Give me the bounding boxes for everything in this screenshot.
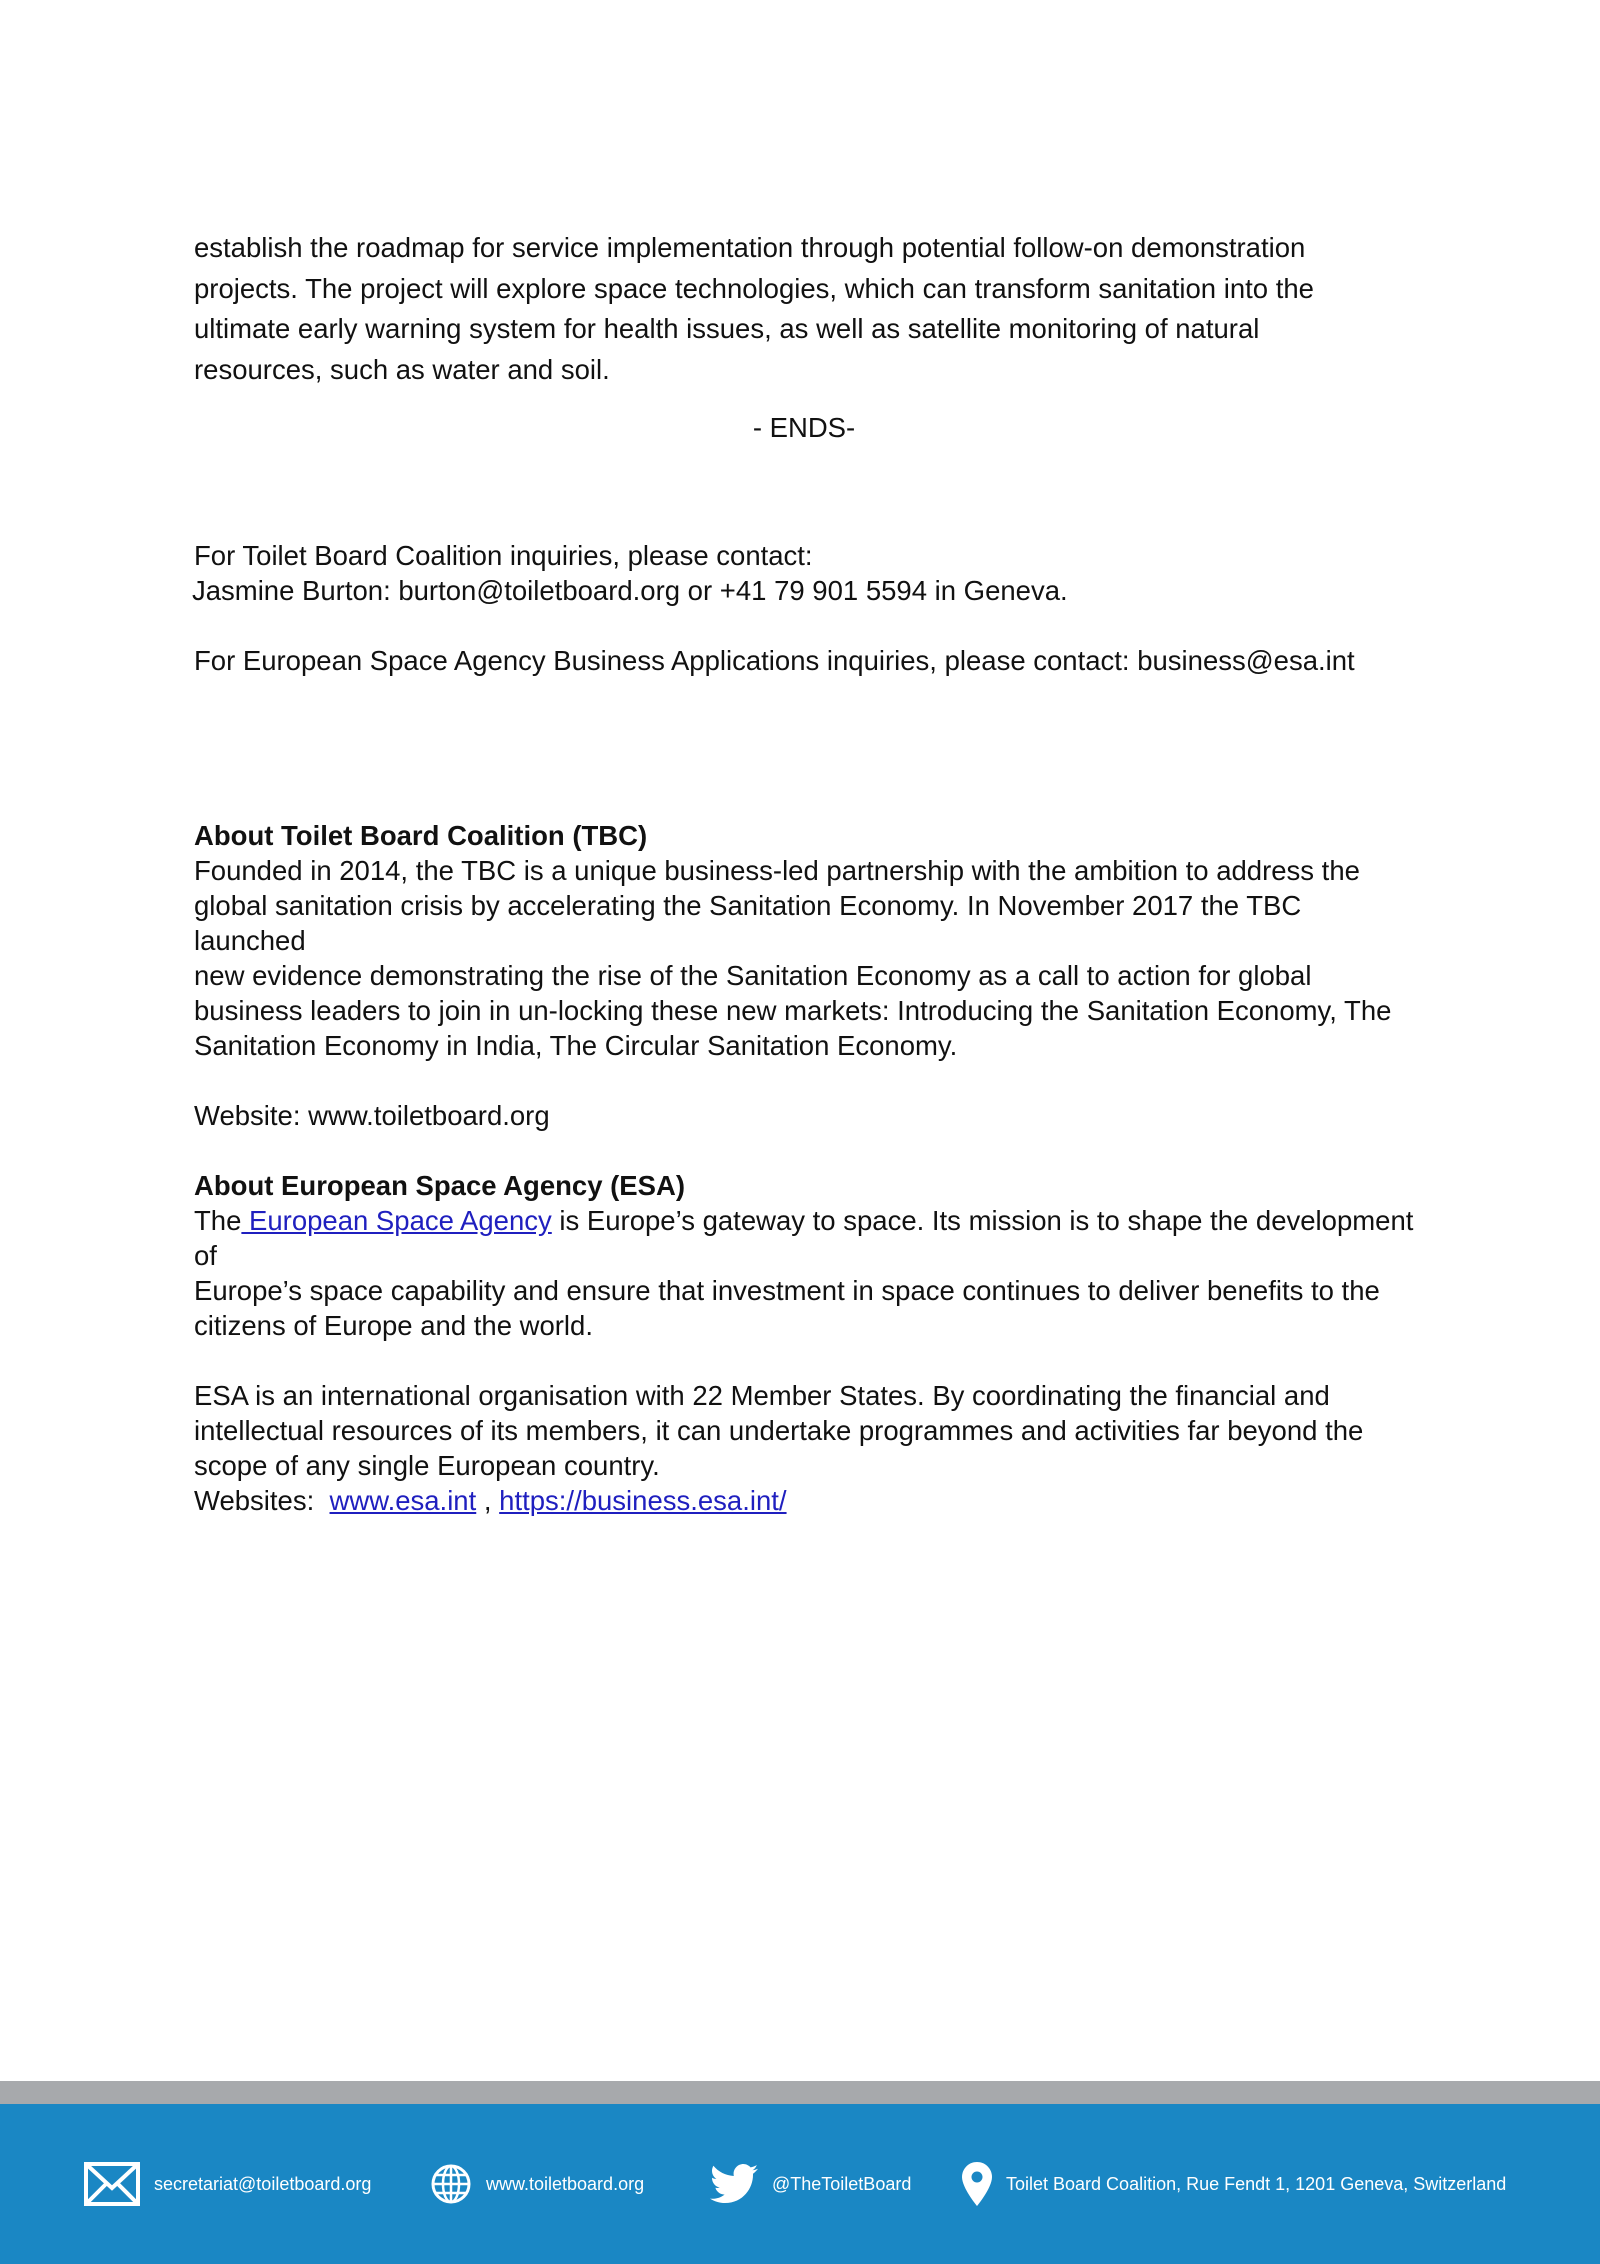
esa-business-link[interactable]: https://business.esa.int/ — [499, 1485, 787, 1516]
about-section — [194, 818, 1414, 1518]
footer-website-text: www.toiletboard.org — [486, 2173, 645, 2194]
tbc-contact-details: Jasmine Burton: burton@toiletboard.org or +41 79 901 5594 in Geneva. — [192, 575, 1068, 606]
contact-section — [194, 538, 1414, 678]
tbc-website: Website: www.toiletboard.org — [194, 1100, 550, 1131]
footer-gray-strip — [0, 2081, 1600, 2104]
about-tbc-line: new evidence demonstrating the rise of the Sanitation Economy as a call to action for global — [194, 960, 1312, 991]
esa-link[interactable]: European Space Agency — [241, 1205, 552, 1236]
intro-line: ultimate early warning system for health issues, as well as satellite monitoring of natural — [194, 313, 1260, 344]
footer-twitter-text: @TheToiletBoard — [772, 2173, 912, 2194]
footer-twitter[interactable] — [710, 2160, 911, 2208]
about-esa-line: ESA is an international organisation with 22 Member States. By coordinating the financial and — [194, 1380, 1330, 1411]
about-tbc-heading: About Toilet Board Coalition (TBC) — [194, 820, 648, 851]
about-esa-line: scope of any single European country. — [194, 1450, 660, 1481]
intro-line: establish the roadmap for service implementation through potential follow-on demonstration — [194, 232, 1306, 263]
footer-address-text: Toilet Board Coalition, Rue Fendt 1, 1201 Geneva, Switzerland — [1006, 2173, 1507, 2194]
esa-website-link[interactable]: www.esa.int — [329, 1485, 477, 1516]
websites-label: Websites: — [194, 1485, 330, 1516]
footer-email-text: secretariat@toiletboard.org — [154, 2173, 372, 2194]
footer-email[interactable] — [84, 2160, 371, 2208]
websites-separator: , — [476, 1485, 500, 1516]
twitter-bird-icon — [710, 2164, 758, 2204]
intro-paragraph — [194, 228, 1414, 390]
location-pin-icon — [962, 2162, 992, 2206]
about-tbc-line: business leaders to join in un-locking these new markets: Introducing the Sanitation Economy, The — [194, 995, 1392, 1026]
about-tbc-line: Founded in 2014, the TBC is a unique business-led partnership with the ambition to address the — [194, 855, 1360, 886]
about-esa-line: citizens of Europe and the world. — [194, 1310, 593, 1341]
intro-line: resources, such as water and soil. — [194, 353, 610, 385]
footer-address — [962, 2160, 1506, 2208]
about-esa-line: Europe’s space capability and ensure that investment in space continues to deliver benefits to the — [194, 1275, 1380, 1306]
about-esa-prefix: The — [194, 1205, 242, 1236]
about-esa-line — [194, 1203, 1414, 1273]
about-tbc-line: global sanitation crisis by accelerating the Sanitation Economy. In November 2017 the TBC launched — [194, 890, 1302, 956]
about-tbc-line: Sanitation Economy in India, The Circular Sanitation Economy. — [194, 1030, 958, 1061]
footer-band — [0, 2104, 1600, 2264]
document-body — [194, 228, 1414, 1518]
about-esa-heading: About European Space Agency (ESA) — [194, 1170, 685, 1201]
about-esa-rest: is Europe’s gateway to space. Its mission is to shape the development of — [194, 1205, 1414, 1271]
ends-marker: - ENDS- — [752, 412, 856, 443]
envelope-icon — [84, 2162, 140, 2206]
tbc-contact-intro: For Toilet Board Coalition inquiries, please contact: — [194, 540, 813, 571]
intro-line: projects. The project will explore space technologies, which can transform sanitation into the — [194, 272, 1314, 304]
globe-icon — [430, 2163, 472, 2205]
footer-website[interactable] — [430, 2160, 644, 2208]
about-esa-line: intellectual resources of its members, it can undertake programmes and activities far beyond the — [194, 1415, 1364, 1446]
esa-websites — [194, 1483, 1414, 1518]
esa-contact-details: For European Space Agency Business Applications inquiries, please contact: business@esa.int — [194, 645, 1355, 676]
